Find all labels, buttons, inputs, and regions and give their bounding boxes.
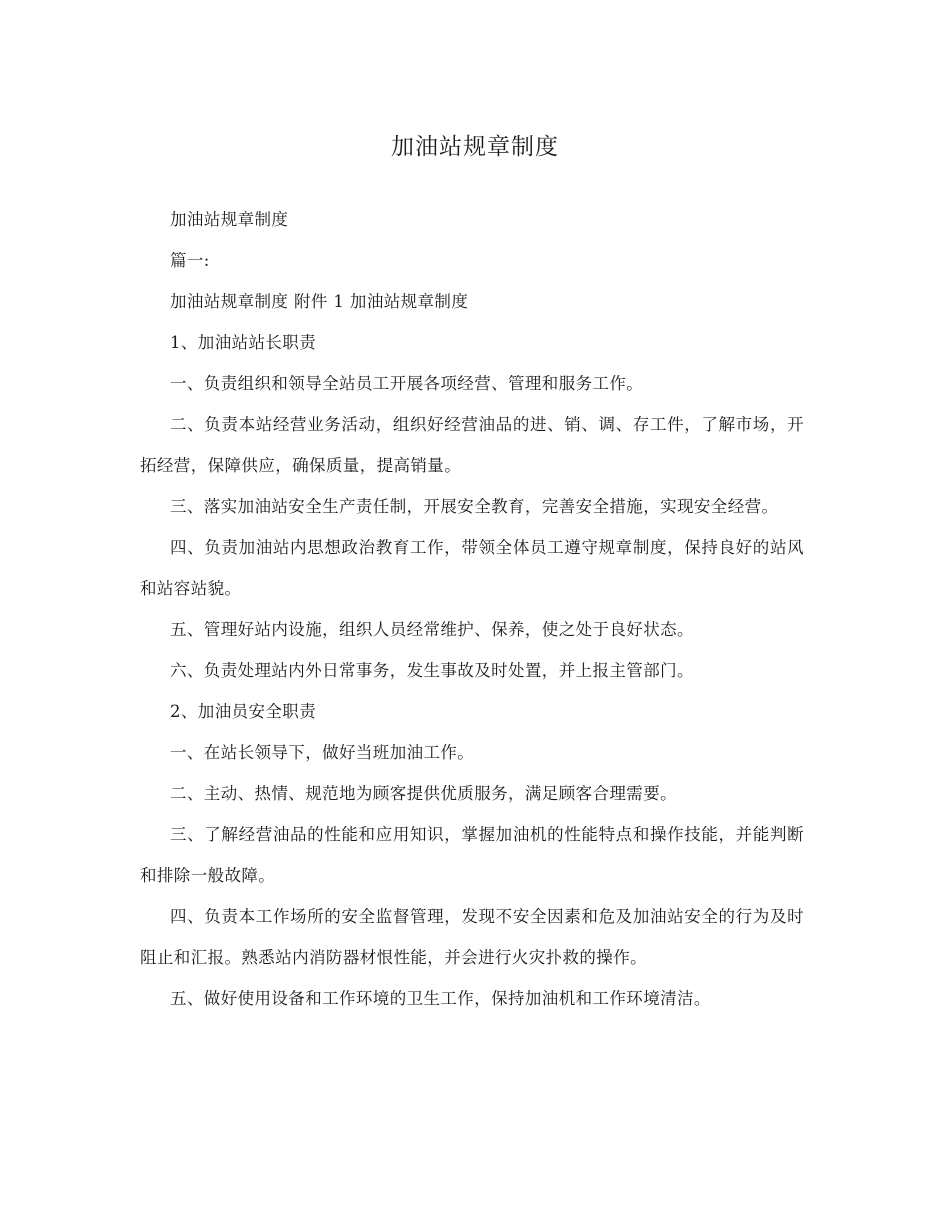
paragraph: 一、负责组织和领导全站员工开展各项经营、管理和服务工作。 <box>170 374 644 393</box>
paragraph: 五、做好使用设备和工作环境的卫生工作，保持加油机和工作环境清洁。 <box>170 989 711 1008</box>
paragraph: 一、在站长领导下，做好当班加油工作。 <box>170 743 475 762</box>
paragraph: 二、负责本站经营业务活动，组织好经营油品的进、销、调、存工件，了解市场，开拓经营，保障供应，确保质量，提高销量。 <box>140 415 804 475</box>
section-heading: 2、加油员安全职责 <box>170 702 317 721</box>
paragraph: 六、负责处理站内外日常事务，发生事故及时处置，并上报主管部门。 <box>170 661 694 680</box>
paragraph: 加油站规章制度 附件 1 加油站规章制度 <box>170 292 469 311</box>
document-title: 加油站规章制度 <box>391 134 559 160</box>
paragraph: 二、主动、热情、规范地为顾客提供优质服务，满足顾客合理需要。 <box>170 784 677 803</box>
paragraph: 三、落实加油站安全生产责任制，开展安全教育，完善安全措施，实现安全经营。 <box>170 497 779 516</box>
paragraph: 五、管理好站内设施，组织人员经常维护、保养，使之处于良好状态。 <box>170 620 694 639</box>
paragraph: 加油站规章制度 <box>170 210 289 229</box>
paragraph: 四、负责加油站内思想政治教育工作，带领全体员工遵守规章制度，保持良好的站风和站容站貌。 <box>140 538 804 598</box>
paragraph: 四、负责本工作场所的安全监督管理，发现不安全因素和危及加油站安全的行为及时阻止和汇报。熟悉站内消防器材恨性能，并会进行火灾扑救的操作。 <box>140 907 804 967</box>
document-body <box>140 199 804 1019</box>
section-heading: 1、加油站站长职责 <box>170 333 317 352</box>
paragraph: 三、了解经营油品的性能和应用知识，掌握加油机的性能特点和操作技能，并能判断和排除一般故障。 <box>140 825 804 885</box>
paragraph: 篇一: <box>170 251 210 270</box>
